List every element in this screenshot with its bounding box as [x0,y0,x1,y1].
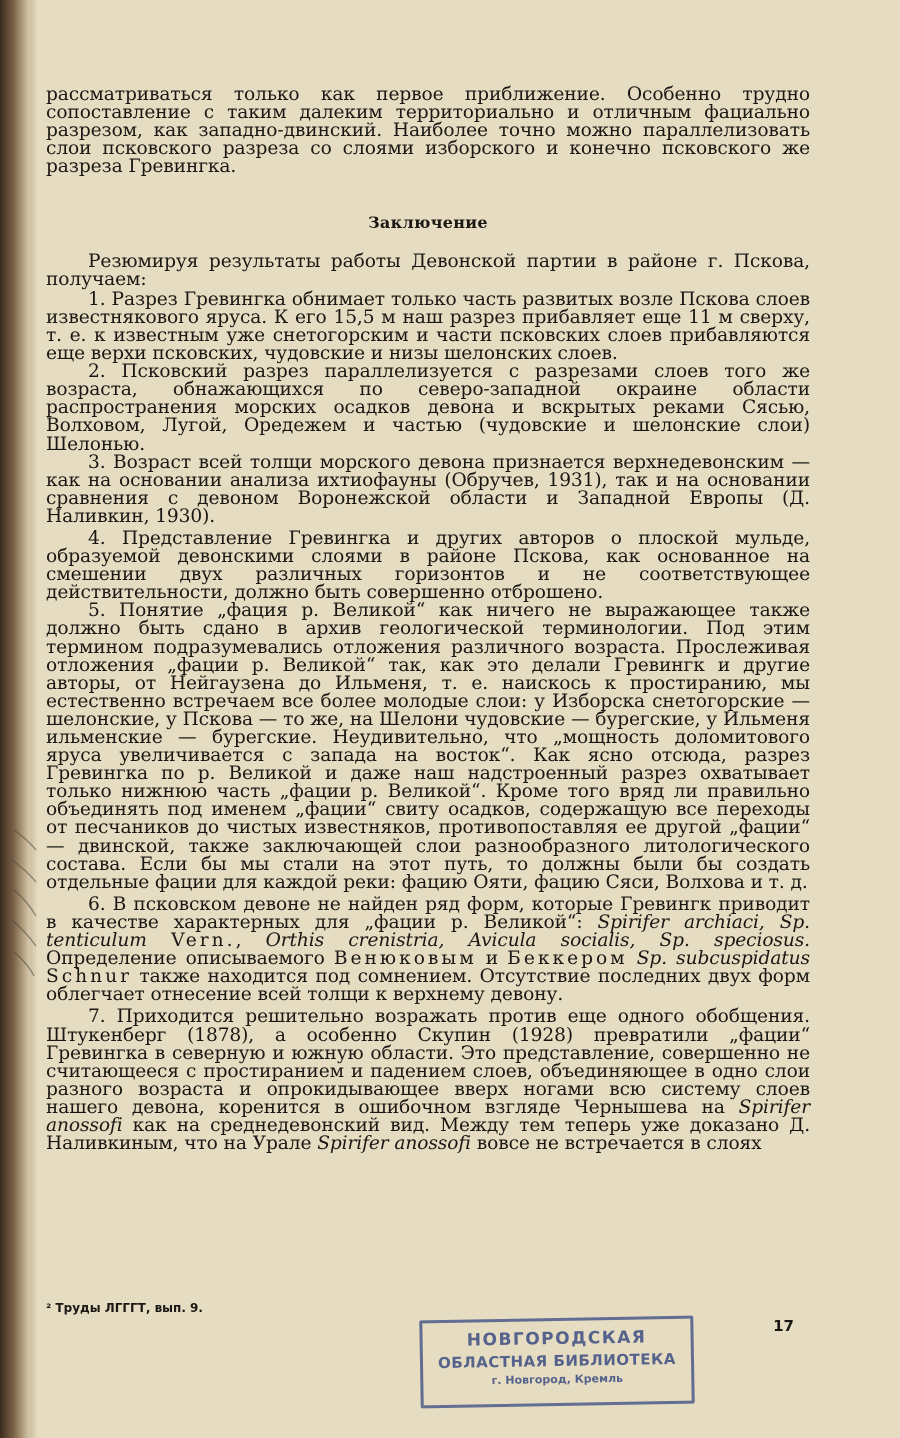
species-name: Spirifer archiaci, Sp. tenticulum [46,911,810,952]
stamp-line-2: ОБЛАСТНАЯ БИБЛИОТЕКА [437,1349,677,1373]
pencil-margin-marks [6,820,46,1020]
document-body [46,86,810,1153]
conclusion-item-7 [46,1008,810,1153]
species-name: Spirifer anossofi [317,1133,471,1155]
species-name: Orthis crenistria, Avicula socialis, Sp. speciosus. [265,930,810,952]
species-name: Spirifer anossofi [46,1096,810,1136]
conclusion-item-4: 4. Представление Гревингка и других авторов о плоской мульде, образуемой девонскими слоями в районе Пскова, как основанное на смешении двух различных горизонтов и не соответствующее действительности, должно быть совершенно отброшено. [46,527,810,604]
stamp-line-3: г. Новгород, Кремль [491,1371,624,1388]
page-edge [30,0,38,1438]
author-name: Беккером [507,948,628,970]
conclusion-item-2: 2. Псковский разрез параллелизуется с разрезами слоев того же возраста, обнажающихся по северо-западной окраине области распространения морских осадков девона и вскрытых реками Сясью, Волховом, Лугой, Оредежем и частью (чудовские и шелонские слои) Шелонью. [46,361,810,455]
stamp-line-1: НОВГОРОДСКАЯ [466,1327,647,1351]
author-name: Schnur [46,966,132,988]
library-stamp [419,1316,694,1409]
book-binding-shadow [0,0,30,1438]
author-name: Венюковым [333,948,477,970]
conclusion-item-5: 5. Понятие „фация р. Великой“ как ничего не выражающее также должно быть сдано в архив геологической терминологии. Под этим термином подразумевались отложения различного возраста. Прослеживая отложения „фации р. Великой“ так, как это делали Гревингк и другие авторы, от Нейгаузена до Ильменя, т. е. наискось к простиранию, мы естественно встречаем все более молодые слои: у Изборска снетогорские — шелонские, у Пскова — то же, на Шелони чудовские — бурегские, у Ильменя ильменские — бурегские. Неудивительно, что „мощность доломитового яруса увеличивается с запада на восток“. Как ясно отсюда, разрез Гревингка по р. Великой и даже наш надстроенный разрез охватывает только нижнюю часть „фации р. Великой“. Кроме того вряд ли правильно объединять под именем „фации“ свиту осадков, содержащую все переходы от песчаников до чистых известняков, противопоставляя ее другой „фации“ — двинской, также заключающей слои разнообразного литологического состава. Если бы мы стали на этот путь, то должны были бы создать отдельные фации для каждой реки: фацию Ояти, фацию Сяси, Волхова и т. д. [46,600,810,893]
item7-text-3: вовсе не встречается в слоях [470,1133,762,1155]
item7-text-2: как на среднедевонский вид. Между тем теперь уже доказано Д. Наливкиным, что на Урале [46,1114,810,1155]
conclusion-item-1: 1. Разрез Гревингка обнимает только часть развитых возле Пскова слоев известнякового яруса. К его 15,5 м наш разрез прибавляет еще 11 м сверху, т. е. к известным уже снетогорским и части псковских слоев прибавляются еще верхи псковских, чудовские и низы шелонских слоев. [46,288,810,365]
resume-paragraph: Резюмируя результаты работы Девонской партии в районе г. Пскова, получаем: [46,250,810,290]
footnote: ² Труды ЛГГГТ, вып. 9. [46,1301,203,1315]
item6-text-5: и [476,948,508,970]
conclusion-item-3: 3. Возраст всей толщи морского девона признается верхнедевонским — как на основании анализа ихтиофауны (Обручев, 1931), так и на основании сравнения с девоном Воронежской области и Западной Европы (Д. Наливкин, 1930). [46,451,810,527]
species-name: Sp. subcuspidatus [636,948,810,970]
page-number: 17 [773,1317,794,1335]
item6-text-8: также находится под сомнением. Отсутствие последних двух форм облегчает отнесение всей толщи к верхнему девону. [46,966,810,1006]
item6-text-3: , [235,930,266,952]
section-heading: Заключение [368,213,488,233]
item7-text-1: 7. Приходится решительно возражать против еще одного обобщения. Штукенберг (1878), а особенно Скупин (1928) превратили „фации“ Гревингка в северную и южную области. Это представление, совершенно не считающееся с простиранием и падением слоев, объединяющее в одно слои разного возраста и опрокидывающее вверх ногами всю систему слоев нашего девона, коренится в ошибочном взгляде Чернышева на [46,1006,810,1118]
author-name: Vern. [171,930,236,952]
conclusion-item-6 [46,893,810,1006]
item6-text-4: Определение описываемого [46,948,334,970]
intro-paragraph: рассматриваться только как первое приближение. Особенно трудно сопоставление с таким далеким территориально и отличным фациально разрезом, как западно-двинский. Наиболее точно можно параллелизовать слои псковского разреза со слоями изборского и конечно псковского же разреза Гревингка. [46,84,810,178]
item6-text-1: 6. В псковском девоне не найден ряд форм, которые Гревингк приводит в качестве характерных для „фации р. Великой“: [46,893,810,933]
